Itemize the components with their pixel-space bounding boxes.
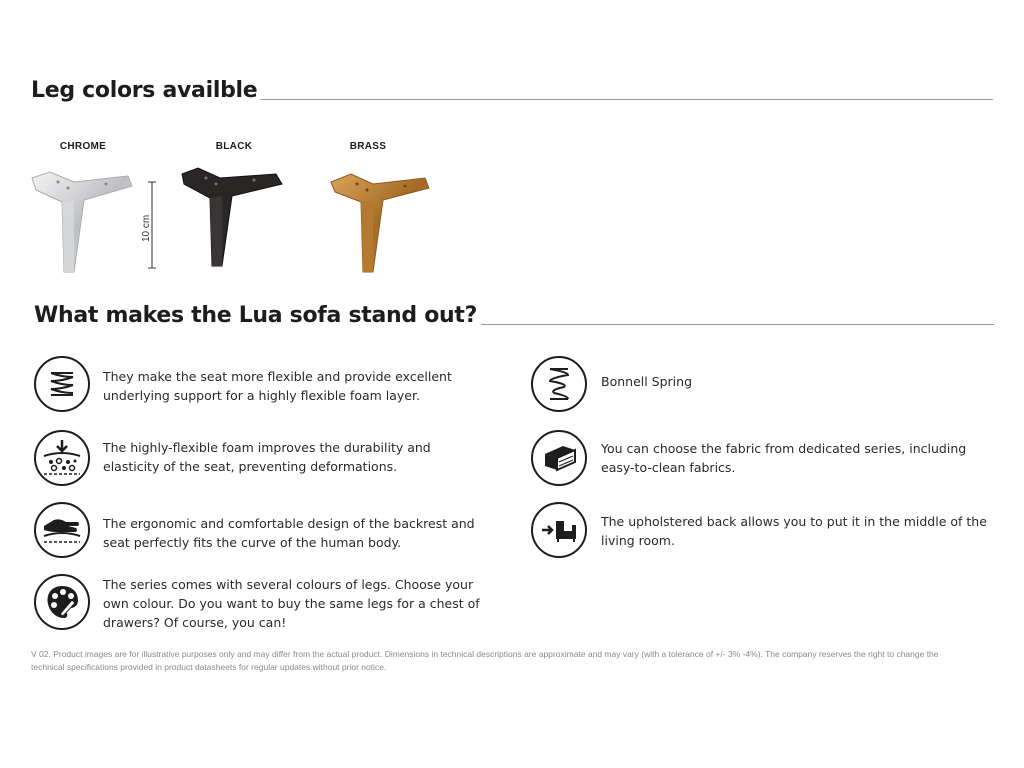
leg-label-chrome: CHROME [59,141,107,152]
chrome-leg-image [28,160,138,278]
sofa-back-icon [531,502,587,558]
spring-coil-icon [34,356,90,412]
leg-label-black: BLACK [215,141,253,152]
feature-text-ergonomic: The ergonomic and comfortable design of the backrest and seat perfectly fits the curve of the human body. [103,516,475,550]
fabric-book-icon [531,430,587,486]
bonnell-spring-icon [531,356,587,412]
feature-text-springs: They make the seat more flexible and provide excellent underlying support for a highly flexible foam layer. [103,369,452,403]
feature-text-fabric: You can choose the fabric from dedicated series, including easy-to-clean fabrics. [601,441,967,475]
foam-compression-icon [34,430,90,486]
disclaimer-text: V 02. Product images are for illustrative purposes only and may differ from the actual product. Dimensions in technical descriptions are approximate and may vary (with a tolerance of +/- 3% -4%). The company reserves the right to change the technical specifications provided in product datasheets for regular updates without prior notice. [31,649,939,672]
feature-text-bonnell: Bonnell Spring [601,374,693,389]
black-leg-image [178,160,288,272]
feature-text-foam: The highly-flexible foam improves the durability and elasticity of the seat, preventing deformations. [103,440,431,474]
leg-colors-title: Leg colors availble [31,78,258,103]
feature-text-upholstered-back: The upholstered back allows you to put it in the middle of the living room. [601,514,987,548]
hand-on-cushion-icon [34,502,90,558]
feature-text-leg-colours: The series comes with several colours of legs. Choose your own colour. Do you want to buy the same legs for a chest of drawers? Of course, you can! [103,577,480,630]
title-divider [481,324,994,325]
brass-leg-image [325,160,435,276]
title-divider [260,99,993,100]
palette-icon [34,574,90,630]
leg-label-brass: BRASS [349,141,387,152]
dimension-label: 10 cm [141,214,152,242]
features-title: What makes the Lua sofa stand out? [34,303,478,328]
